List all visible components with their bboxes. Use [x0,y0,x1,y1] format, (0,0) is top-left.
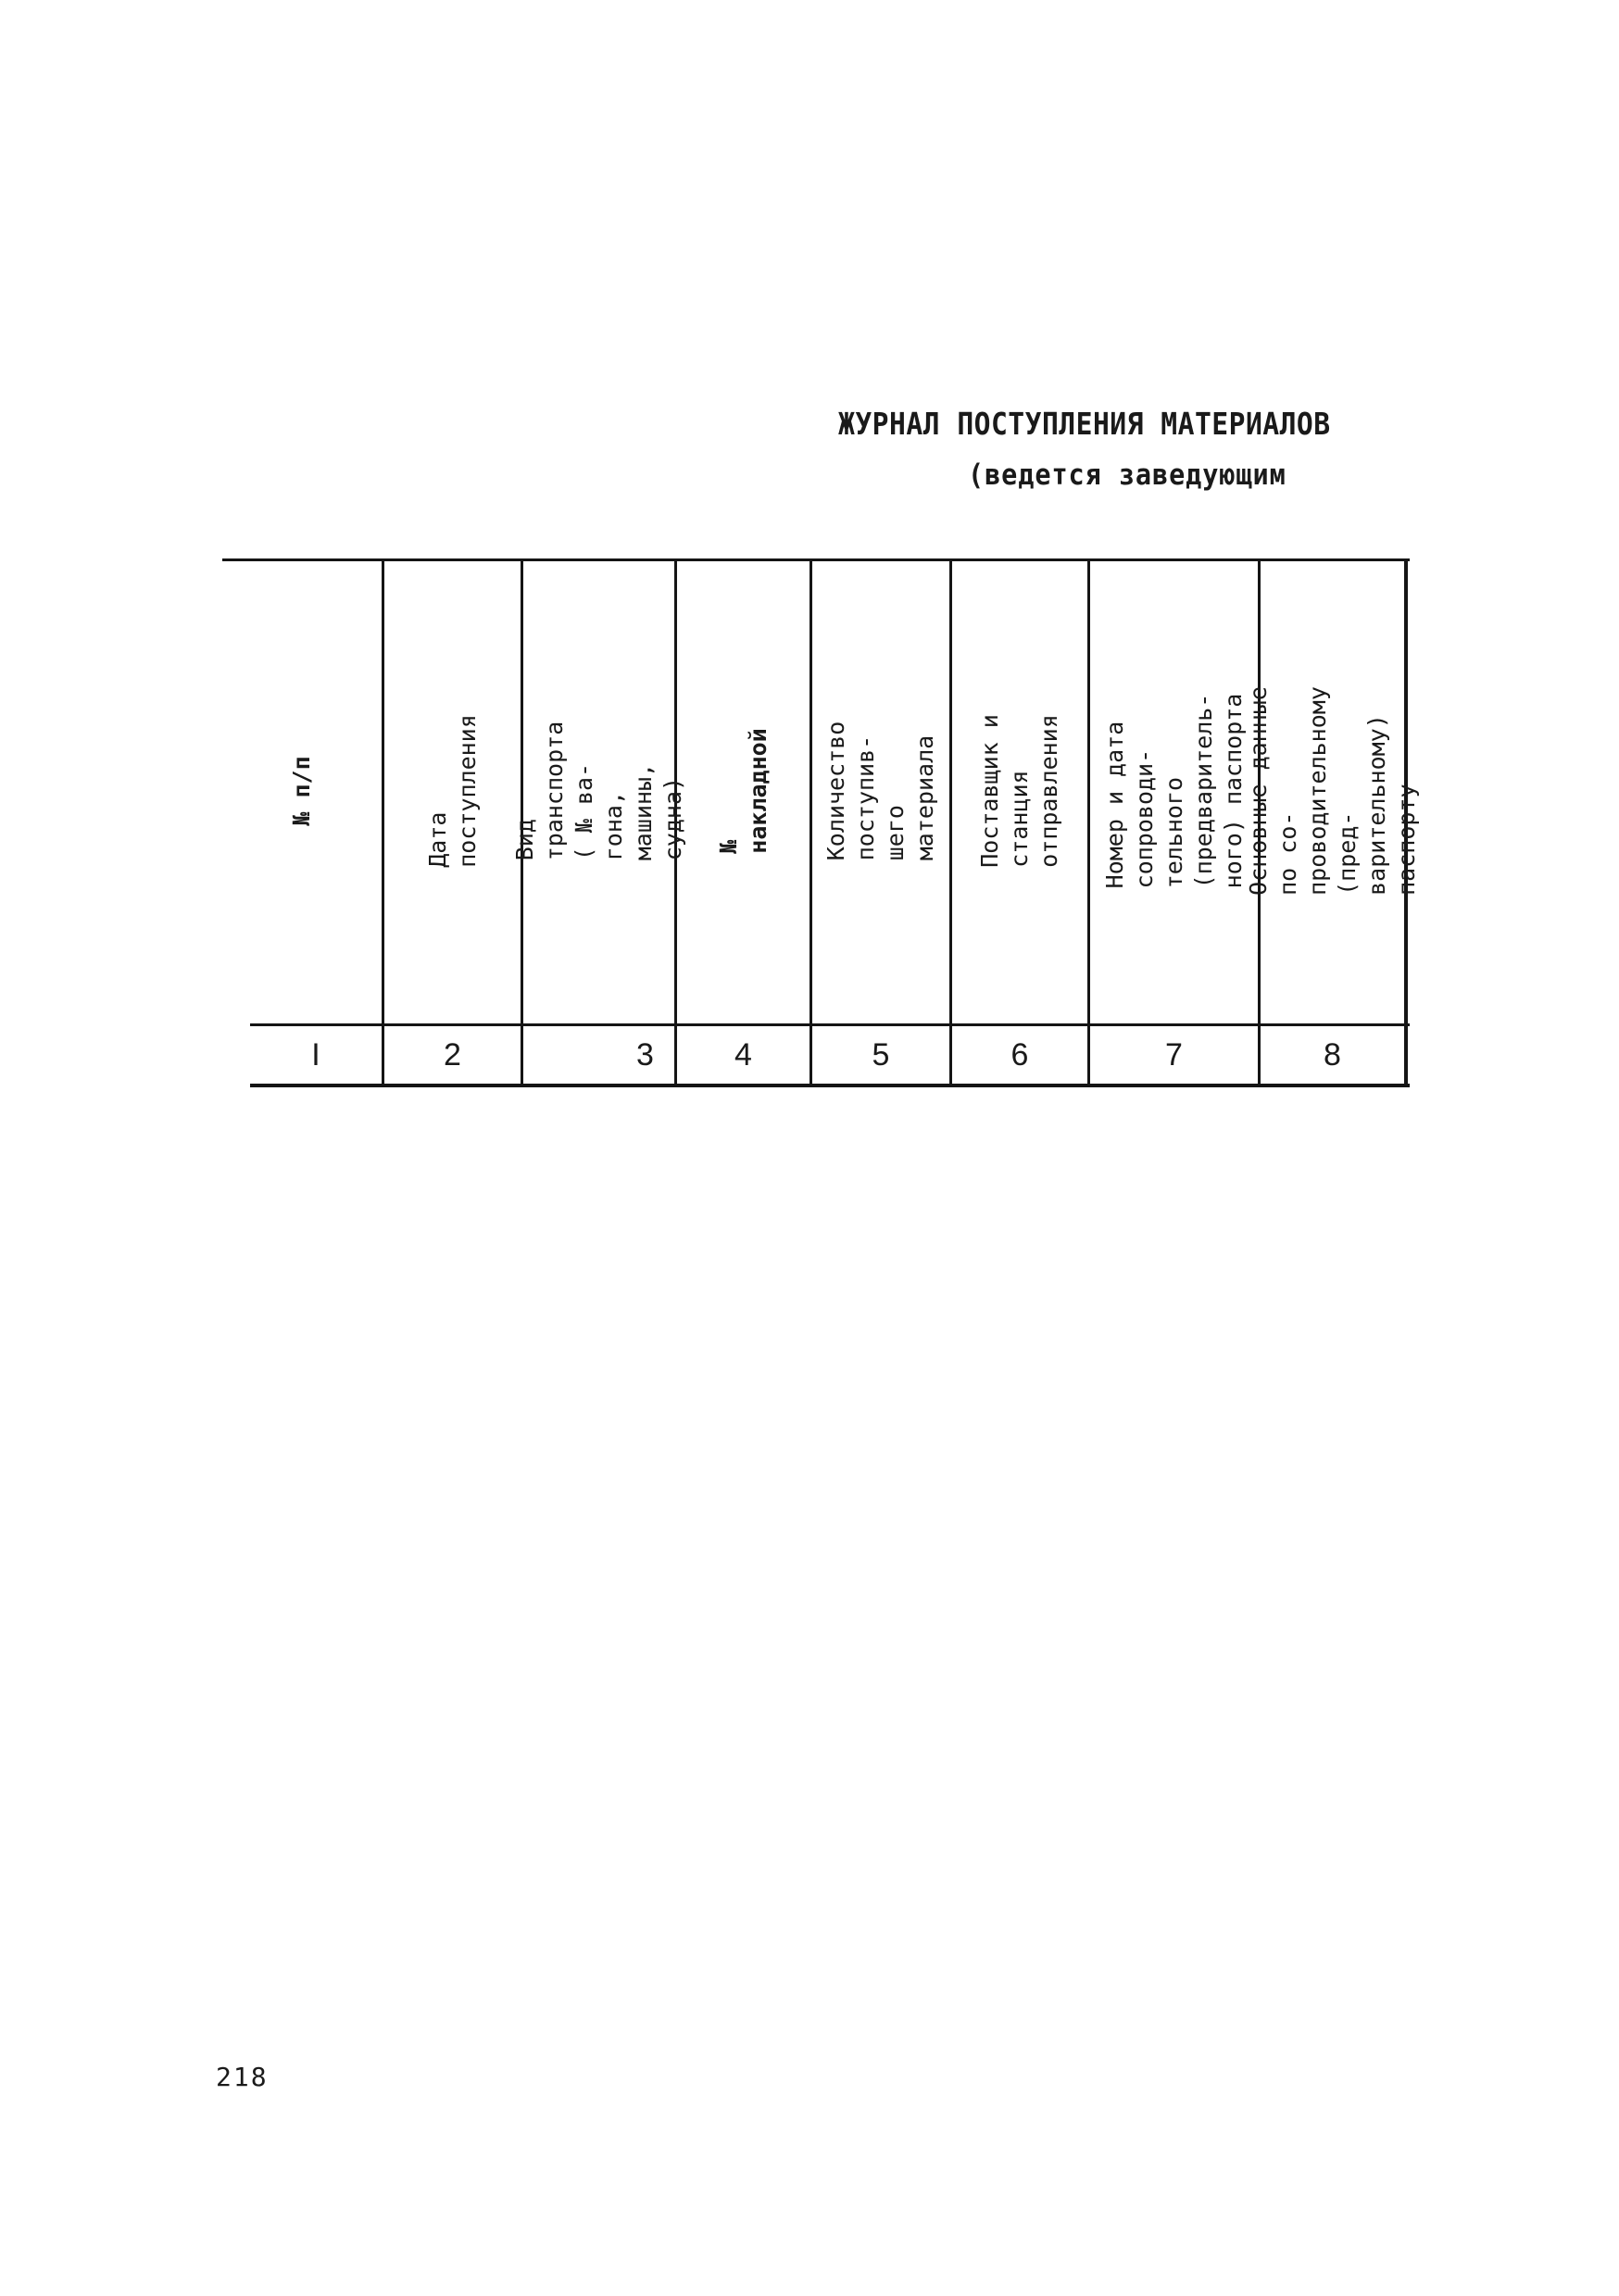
column-number: 6 [1010,1036,1029,1073]
journal-subtitle: (ведется заведующим [968,458,1286,492]
journal-title: ЖУРНАЛ ПОСТУПЛЕНИЯ МАТЕРИАЛОВ [838,406,1331,442]
header-cell-row-number [222,558,382,1023]
header-label: Количество поступив- шего материала [822,721,938,861]
header-label: Вид транспорта ( № ва- гона, машины, судна) [510,721,686,861]
header-label: Основные данные по со- проводительному (пред- варительному) паспорту [1244,686,1420,896]
journal-table [222,558,1420,1088]
header-cell-material-quantity [812,558,949,1023]
column-number: 4 [734,1036,752,1073]
column-number: I [311,1036,320,1073]
header-cell-arrival-date [384,558,521,1023]
header-label: Номер и дата сопроводи- тельного (предваритель- ного) паспорта [1100,693,1247,889]
header-label: Поставщик и станция отправления [976,714,1062,868]
header-cell-transport-type [510,558,686,1023]
header-label: № накладной [714,728,772,854]
header-cell-passport-number-date [1090,558,1258,1023]
table-bottom-rule [250,1084,1410,1087]
header-cell-supplier-station [952,558,1087,1023]
column-number: 3 [636,1036,654,1073]
header-label: № п/п [288,756,315,826]
header-cell-passport-main-data [1244,558,1420,1023]
header-cell-waybill-number [677,558,810,1023]
header-label: Дата поступления [423,714,481,868]
column-number: 5 [872,1036,890,1073]
column-number: 2 [444,1036,461,1073]
column-number: 7 [1165,1036,1183,1073]
column-number: 8 [1324,1036,1341,1073]
page-number: 218 [216,2062,269,2092]
